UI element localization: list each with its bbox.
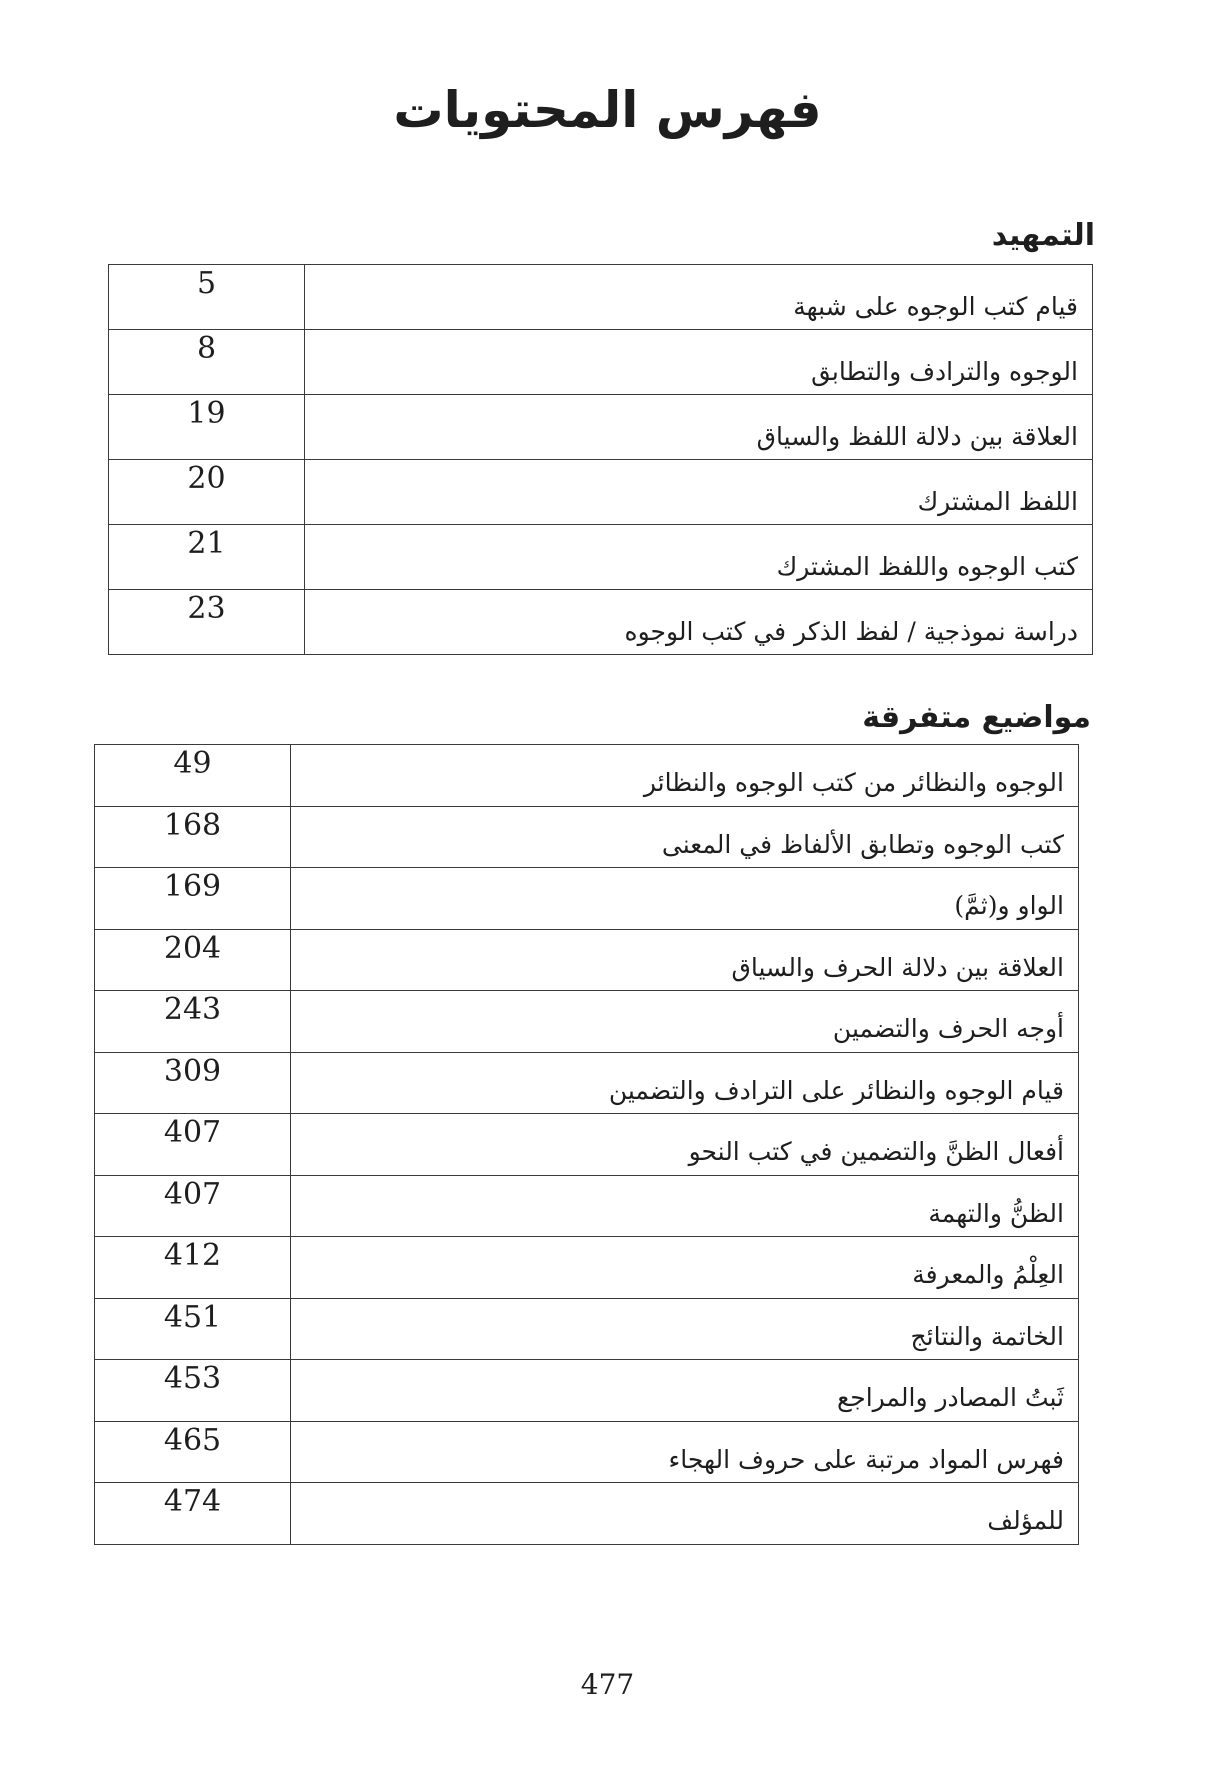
toc-entry-title: قيام كتب الوجوه على شبهة <box>305 265 1093 330</box>
toc-entry-title: اللفظ المشترك <box>305 460 1093 525</box>
toc-entry-title: الوجوه والترادف والتطابق <box>305 330 1093 395</box>
toc-entry-title: دراسة نموذجية / لفظ الذكر في كتب الوجوه <box>305 590 1093 655</box>
toc-table-misc-topics <box>94 744 1079 1545</box>
toc-page-number: 5 <box>109 265 305 330</box>
toc-page-number: 474 <box>95 1483 291 1545</box>
toc-entry-title: أفعال الظنَّ والتضمين في كتب النحو <box>291 1114 1079 1176</box>
toc-page-number: 168 <box>95 806 291 868</box>
toc-page-number: 243 <box>95 991 291 1053</box>
toc-row <box>109 395 1093 460</box>
toc-page-number: 451 <box>95 1298 291 1360</box>
toc-row <box>109 265 1093 330</box>
toc-row <box>95 1298 1079 1360</box>
toc-row <box>95 1175 1079 1237</box>
toc-entry-title: كتب الوجوه وتطابق الألفاظ في المعنى <box>291 806 1079 868</box>
toc-row <box>95 1114 1079 1176</box>
toc-entry-title: العِلْمُ والمعرفة <box>291 1237 1079 1299</box>
toc-page-number: 407 <box>95 1175 291 1237</box>
toc-entry-title: فهرس المواد مرتبة على حروف الهجاء <box>291 1421 1079 1483</box>
toc-row <box>95 1052 1079 1114</box>
toc-page-number: 23 <box>109 590 305 655</box>
toc-page-number: 49 <box>95 745 291 807</box>
toc-entry-title: العلاقة بين دلالة الحرف والسياق <box>291 929 1079 991</box>
toc-row <box>109 330 1093 395</box>
toc-row <box>109 525 1093 590</box>
section-heading-introduction: التمهيد <box>991 218 1095 253</box>
toc-page-number: 412 <box>95 1237 291 1299</box>
page-number: 477 <box>580 1668 635 1701</box>
section-heading-misc-topics: مواضيع متفرقة <box>862 700 1091 735</box>
toc-entry-title: الظنُّ والتهمة <box>291 1175 1079 1237</box>
toc-entry-title: قيام الوجوه والنظائر على الترادف والتضمين <box>291 1052 1079 1114</box>
toc-page-number: 169 <box>95 868 291 930</box>
toc-row <box>109 590 1093 655</box>
toc-page-number: 19 <box>109 395 305 460</box>
toc-page-number: 20 <box>109 460 305 525</box>
toc-entry-title: للمؤلف <box>291 1483 1079 1545</box>
toc-row <box>95 929 1079 991</box>
toc-table-introduction <box>108 264 1093 655</box>
toc-row <box>95 1237 1079 1299</box>
toc-row <box>95 991 1079 1053</box>
toc-page-number: 8 <box>109 330 305 395</box>
toc-row <box>95 806 1079 868</box>
toc-row <box>95 745 1079 807</box>
page-title: فهرس المحتويات <box>393 81 822 139</box>
toc-row <box>95 1483 1079 1545</box>
toc-entry-title: الخاتمة والنتائج <box>291 1298 1079 1360</box>
toc-page-number: 204 <box>95 929 291 991</box>
toc-page-number: 309 <box>95 1052 291 1114</box>
toc-entry-title: الوجوه والنظائر من كتب الوجوه والنظائر <box>291 745 1079 807</box>
toc-entry-title: الواو و(ثمَّ) <box>291 868 1079 930</box>
toc-row <box>95 868 1079 930</box>
toc-page-number: 21 <box>109 525 305 590</box>
toc-page-number: 407 <box>95 1114 291 1176</box>
toc-entry-title: أوجه الحرف والتضمين <box>291 991 1079 1053</box>
toc-row <box>95 1360 1079 1422</box>
toc-row <box>95 1421 1079 1483</box>
toc-entry-title: كتب الوجوه واللفظ المشترك <box>305 525 1093 590</box>
toc-page-number: 465 <box>95 1421 291 1483</box>
toc-entry-title: ثَبتُ المصادر والمراجع <box>291 1360 1079 1422</box>
toc-entry-title: العلاقة بين دلالة اللفظ والسياق <box>305 395 1093 460</box>
toc-row <box>109 460 1093 525</box>
toc-page-number: 453 <box>95 1360 291 1422</box>
